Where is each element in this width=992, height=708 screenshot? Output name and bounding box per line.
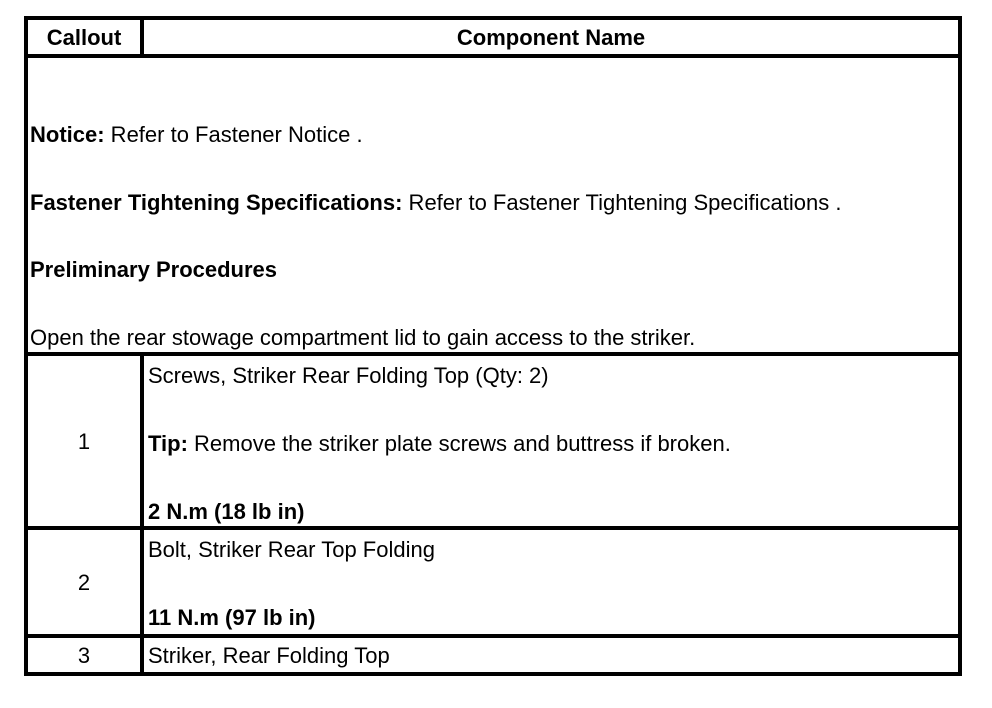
table-header-row — [26, 18, 960, 56]
component-cell-2 — [142, 528, 960, 636]
notice-label: Notice: — [30, 122, 105, 147]
tip-line — [148, 431, 731, 456]
notes-cell — [26, 56, 960, 354]
callout-3: 3 — [26, 636, 142, 674]
component-cell-3 — [142, 636, 960, 674]
table-row — [26, 528, 960, 636]
callout-1: 1 — [26, 354, 142, 528]
table-row — [26, 636, 960, 674]
component-name-1: Screws, Striker Rear Folding Top (Qty: 2) — [148, 363, 549, 388]
torque-2: 11 N.m (97 lb in) — [148, 605, 316, 630]
component-name-2: Bolt, Striker Rear Top Folding — [148, 537, 435, 562]
component-name-3: Striker, Rear Folding Top — [148, 643, 390, 668]
callout-2: 2 — [26, 528, 142, 636]
callout-header: Callout — [26, 18, 142, 56]
component-table — [24, 16, 962, 676]
notes-row — [26, 56, 960, 354]
fastener-spec-line — [30, 190, 841, 215]
fastener-spec-text: Refer to Fastener Tightening Specifications . — [402, 190, 842, 215]
notice-text: Refer to Fastener Notice . — [104, 122, 363, 147]
table-row — [26, 354, 960, 528]
notice-line — [30, 122, 363, 147]
preliminary-text: Open the rear stowage compartment lid to gain access to the striker. — [30, 325, 696, 350]
fastener-spec-label: Fastener Tightening Specifications: — [30, 190, 403, 215]
component-cell-1 — [142, 354, 960, 528]
tip-label: Tip: — [148, 431, 188, 456]
component-name-header: Component Name — [142, 18, 960, 56]
preliminary-heading: Preliminary Procedures — [30, 257, 278, 282]
tip-text: Remove the striker plate screws and buttress if broken. — [187, 431, 731, 456]
torque-1: 2 N.m (18 lb in) — [148, 499, 305, 524]
